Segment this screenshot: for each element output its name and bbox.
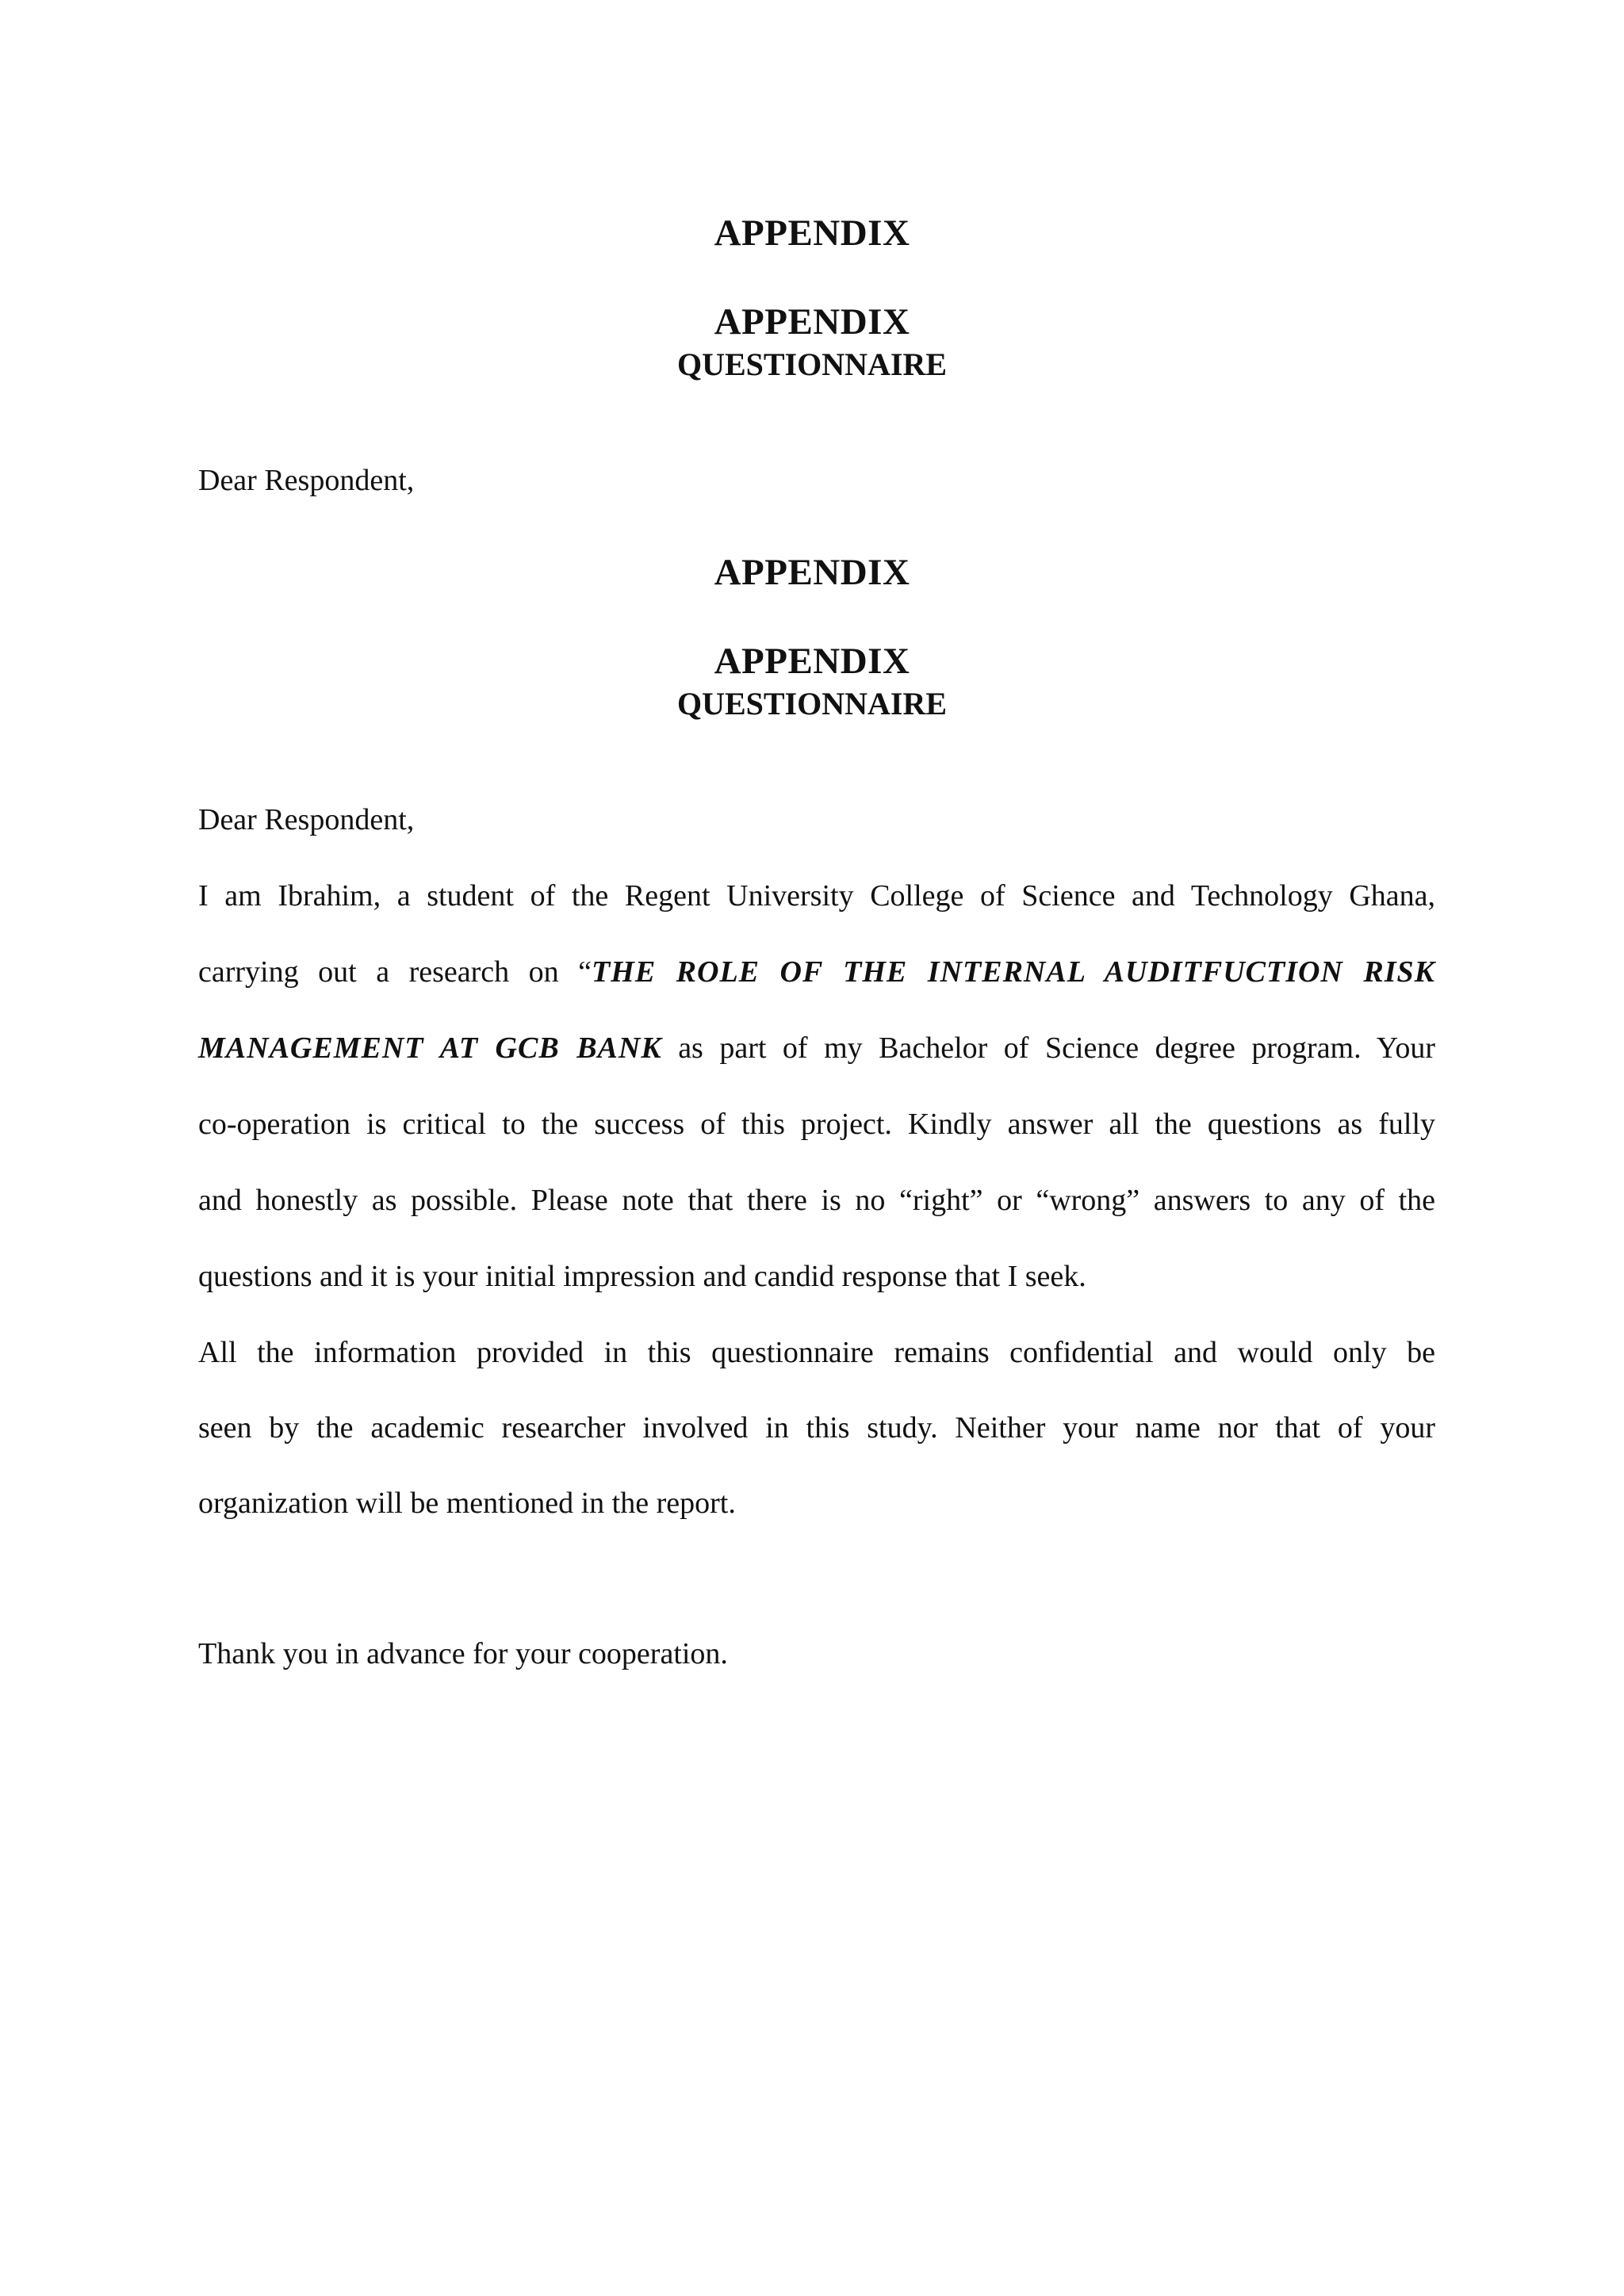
appendix-heading: APPENDIX bbox=[714, 641, 910, 682]
closing-line: Thank you in advance for your cooperation. bbox=[198, 1637, 728, 1670]
research-title: THE ROLE OF THE INTERNAL AUDITFUCTION RISK bbox=[592, 955, 1436, 989]
appendix-heading: APPENDIX bbox=[714, 301, 910, 342]
salutation: Dear Respondent, bbox=[198, 803, 415, 836]
appendix-heading: APPENDIX bbox=[714, 552, 910, 593]
paragraph-line bbox=[198, 1029, 1435, 1067]
paragraph-line: All the information provided in this questionnaire remains confidential and would only be bbox=[198, 1336, 1435, 1369]
questionnaire-subheading: QUESTIONNAIRE bbox=[676, 686, 948, 721]
appendix-heading: APPENDIX bbox=[714, 212, 910, 254]
questionnaire-subheading: QUESTIONNAIRE bbox=[676, 346, 948, 382]
paragraph-line: organization will be mentioned in the report. bbox=[198, 1487, 736, 1520]
paragraph-line: and honestly as possible. Please note that there is no “right” or “wrong” answers to any of the bbox=[198, 1184, 1435, 1217]
salutation: Dear Respondent, bbox=[198, 464, 415, 497]
line-prefix: carrying out a research on “ bbox=[198, 955, 592, 989]
paragraph-line: seen by the academic researcher involved in this study. Neither your name nor that of your bbox=[198, 1411, 1435, 1445]
paragraph-line: I am Ibrahim, a student of the Regent University College of Science and Technology Ghana, bbox=[198, 879, 1435, 913]
paragraph-line bbox=[198, 953, 1435, 991]
line-suffix: as part of my Bachelor of Science degree program. Your bbox=[661, 1031, 1436, 1065]
research-title: MANAGEMENT AT GCB BANK bbox=[198, 1031, 662, 1065]
paragraph-line: questions and it is your initial impression and candid response that I seek. bbox=[198, 1260, 1086, 1293]
paragraph-line: co-operation is critical to the success of this project. Kindly answer all the questions as fully bbox=[198, 1108, 1435, 1141]
